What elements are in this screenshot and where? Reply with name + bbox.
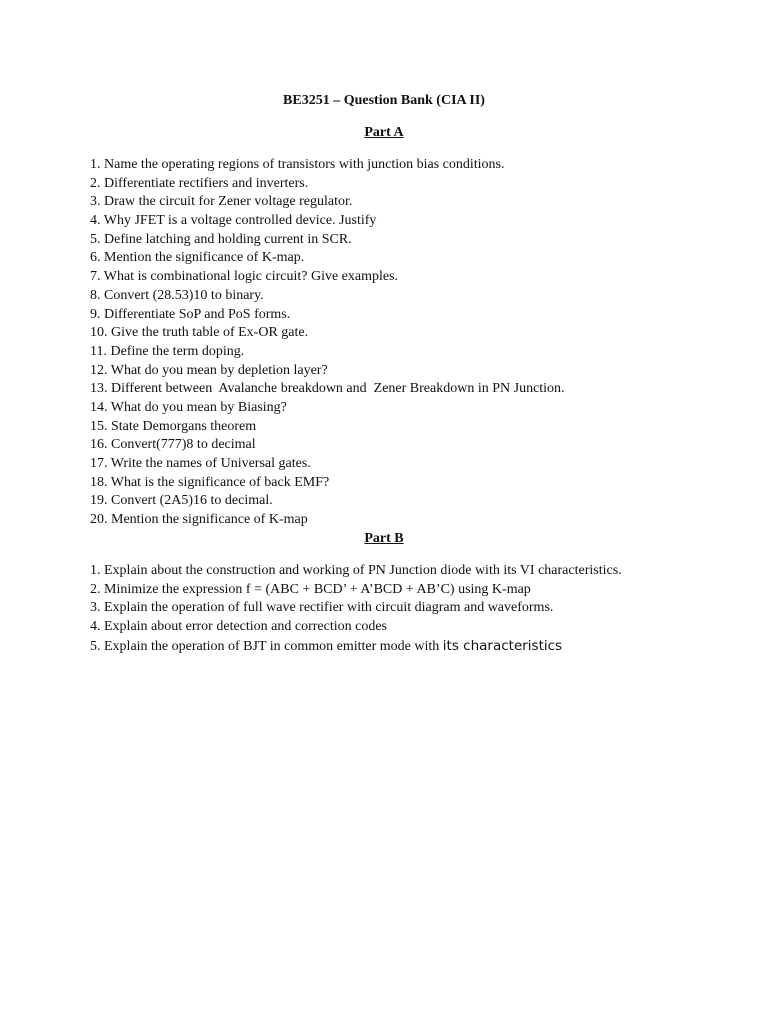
part-a-question-3: 3. Draw the circuit for Zener voltage regulator. bbox=[90, 194, 353, 210]
part-a-question-6: 6. Mention the significance of K-map. bbox=[90, 250, 305, 266]
part-a-question-15: 15. State Demorgans theorem bbox=[90, 418, 257, 434]
part-a-question-8: 8. Convert (28.53)10 to binary. bbox=[90, 287, 264, 303]
part-a-question-1: 1. Name the operating regions of transistors with junction bias conditions. bbox=[90, 157, 505, 172]
part-b-question-5 bbox=[90, 637, 622, 656]
part-b-question-3: 3. Explain the operation of full wave rectifier with circuit diagram and waveforms. bbox=[90, 600, 554, 616]
part-a-question-list bbox=[90, 156, 565, 530]
part-b-question-4: 4. Explain about error detection and correction codes bbox=[90, 619, 387, 635]
part-a-question-12: 12. What do you mean by depletion layer? bbox=[90, 362, 328, 378]
part-a-question-2: 2. Differentiate rectifiers and inverters. bbox=[90, 175, 309, 191]
document-title: BE3251 – Question Bank (CIA II) bbox=[283, 93, 485, 108]
part-a-question-11: 11. Define the term doping. bbox=[90, 343, 245, 359]
part-b-question-5-tail: its characteristics bbox=[442, 637, 563, 654]
part-a-question-19: 19. Convert (2A5)16 to decimal. bbox=[90, 493, 273, 509]
part-a-question-14: 14. What do you mean by Biasing? bbox=[90, 399, 287, 415]
part-b-heading: Part B bbox=[364, 531, 404, 546]
part-a-question-9: 9. Differentiate SoP and PoS forms. bbox=[90, 306, 291, 322]
part-a-question-17: 17. Write the names of Universal gates. bbox=[90, 456, 311, 471]
part-b-question-2: 2. Minimize the expression f = (ABC + BCD’ + A’BCD + AB’C) using K-map bbox=[90, 581, 531, 597]
part-a-question-16: 16. Convert(777)8 to decimal bbox=[90, 437, 256, 453]
part-a-heading: Part A bbox=[364, 125, 404, 140]
part-a-question-18: 18. What is the significance of back EMF? bbox=[90, 474, 330, 490]
part-b-question-1: 1. Explain about the construction and working of PN Junction diode with its VI characteristics. bbox=[90, 563, 622, 578]
part-b-question-list bbox=[90, 562, 622, 655]
part-a-question-7: 7. What is combinational logic circuit? Give examples. bbox=[90, 269, 399, 285]
part-a-question-13: 13. Different between Avalanche breakdown and Zener Breakdown in PN Junction. bbox=[90, 381, 565, 397]
part-a-question-10: 10. Give the truth table of Ex-OR gate. bbox=[90, 325, 309, 341]
part-a-question-20: 20. Mention the significance of K-map bbox=[90, 512, 308, 528]
part-a-question-5: 5. Define latching and holding current in SCR. bbox=[90, 231, 352, 247]
part-a-question-4: 4. Why JFET is a voltage controlled device. Justify bbox=[90, 213, 377, 229]
part-b-question-5-text: 5. Explain the operation of BJT in common emitter mode with bbox=[90, 638, 443, 654]
